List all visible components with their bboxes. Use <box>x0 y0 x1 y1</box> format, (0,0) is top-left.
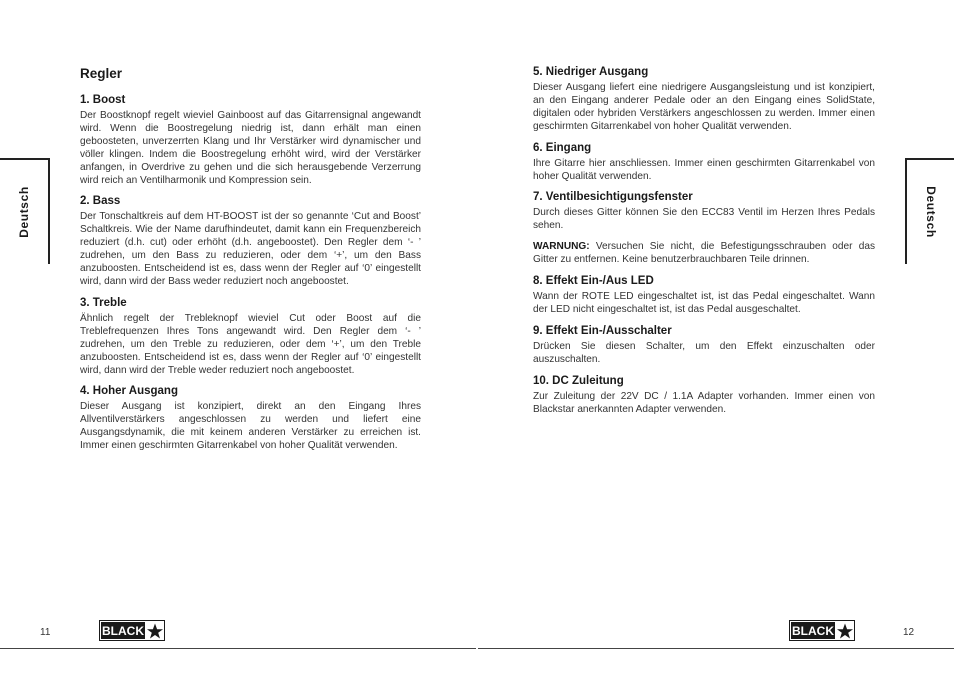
left-page-column <box>80 66 421 461</box>
section-title: 7. Ventilbesichtigungsfenster <box>533 191 693 204</box>
section-title: 4. Hoher Ausgang <box>80 385 178 398</box>
section-text: Drücken Sie diesen Schalter, um den Effekt einzuschalten oder auszuschalten. <box>533 340 875 365</box>
footer-rule-right <box>478 648 954 649</box>
section-text: Durch dieses Gitter können Sie den ECC83 Ventil im Herzen Ihres Pedals sehen. <box>533 207 875 232</box>
section-dc-input <box>533 375 875 417</box>
blackstar-logo-left <box>99 620 165 641</box>
logo-text: BLACK <box>792 624 834 638</box>
page-number-right: 12 <box>903 627 915 638</box>
section-title: 1. Boost <box>80 94 126 106</box>
section-title: 2. Bass <box>80 195 121 208</box>
warning-text <box>533 241 875 267</box>
section-treble <box>80 297 421 378</box>
section-text: Wann der ROTE LED eingeschaltet ist, ist das Pedal eingeschaltet. Wann der LED nicht eingeschaltet ist, ist das Pedal ausgeschaltet. <box>533 291 875 315</box>
side-tab-right <box>905 158 954 264</box>
section-effect-switch <box>533 325 875 367</box>
footer-rule-left <box>0 648 476 649</box>
section-text: Dieser Ausgang ist konzipiert, direkt an den Eingang Ihres Allventilverstärkers angeschlossen zu werden und liefert eine Ausgangsdynamik, die mit keinem anderen Verstärker zu erreichen ist. Immer einen geschirmten Gitarrenkabel von hoher Qualität verwenden. <box>80 401 421 452</box>
section-text: Der Boostknopf regelt wieviel Gainboost auf das Gitarrensignal angewandt wird. Wenn die Boostregelung niedrig ist, dann erhält man einen geboosteten, unverzerrten Klang und Ihr Verstärker wird dynamischer und völler klingen. Indem die Boostregelung erhöht wird, wird der Verstärker anfangen, in Overdrive zu gehen und die sich herausgebende Verzerrung wird reich an Ventilharmonik und Kompression sein. <box>80 110 421 186</box>
section-input <box>533 142 875 184</box>
section-effect-led <box>533 275 875 317</box>
section-title: 5. Niedriger Ausgang <box>533 66 649 78</box>
right-page-column <box>533 66 875 425</box>
page-heading: Regler <box>80 66 123 81</box>
warning-body: Versuchen Sie nicht, die Befestigungsschrauben oder das Gitter zu entfernen. Keine benutzerbrauchbaren Teile drinnen. <box>533 241 875 266</box>
section-low-output <box>533 66 875 134</box>
section-text: Ihre Gitarre hier anschliessen. Immer einen geschirmten Gitarrenkabel von hoher Qualität verwenden. <box>533 157 875 182</box>
logo-text: BLACK <box>102 624 144 638</box>
section-bass <box>80 195 421 288</box>
blackstar-logo-right <box>789 620 855 641</box>
side-tab-label: Deutsch <box>17 186 31 238</box>
section-valve-window <box>533 191 875 267</box>
section-high-output <box>80 385 421 453</box>
section-title: 10. DC Zuleitung <box>533 374 624 387</box>
section-text: Dieser Ausgang liefert eine niedrigere Ausgangsleistung und ist konzipiert, an den Eingang anderer Pedale oder an den Eingang eines SolidState, digitalen oder hybriden Verstärkers angeschlossen zu werden. Immer einen geschirmten Gitarrenkabel von hoher Qualität verwenden. <box>533 82 875 132</box>
section-title: 9. Effekt Ein-/Ausschalter <box>533 324 672 337</box>
section-title: 6. Eingang <box>533 141 592 154</box>
section-title: 8. Effekt Ein-/Aus LED <box>533 275 654 288</box>
warning-label: WARNUNG: <box>533 241 590 253</box>
page-number-left: 11 <box>40 627 51 638</box>
section-title: 3. Treble <box>80 296 127 309</box>
section-text: Zur Zuleitung der 22V DC / 1.1A Adapter vorhanden. Immer einen von Blackstar anerkannten Adapter verwenden. <box>533 390 875 415</box>
section-boost <box>80 94 421 187</box>
section-text: Ähnlich regelt der Trebleknopf wieviel Cut oder Boost auf die Treblefrequenzen Ihres Tons angewandt wird. Den Regler dem ‘- ’ zudrehen, um den Treble zu reduzieren, oder dem ‘+’, um den Treble anzuboosten. Entscheidend ist es, dass wenn der Regler auf ‘0’ eingestellt wird, dann wird der Treble weder reduziert noch angeboostet. <box>80 312 421 376</box>
side-tab-label: Deutsch <box>924 186 938 238</box>
side-tab-left <box>0 158 50 264</box>
section-text: Der Tonschaltkreis auf dem HT-BOOST ist der so genannte ‘Cut and Boost’ Schaltkreis. Wie der Name darufhindeutet, damit kann ein Frequenzbereich reduziert (d.h. cut) oder erhöht (d.h. angeboostet). Den Regler dem ‘- ’ zudrehen, um den Bass zu reduzieren, oder dem ‘+’, um den Bass anzuboosten. Entscheidend ist es, dass wenn der Regler auf ‘0’ eingestellt wird, dann wird der Bass weder reduziert noch angeboostet. <box>80 211 421 287</box>
